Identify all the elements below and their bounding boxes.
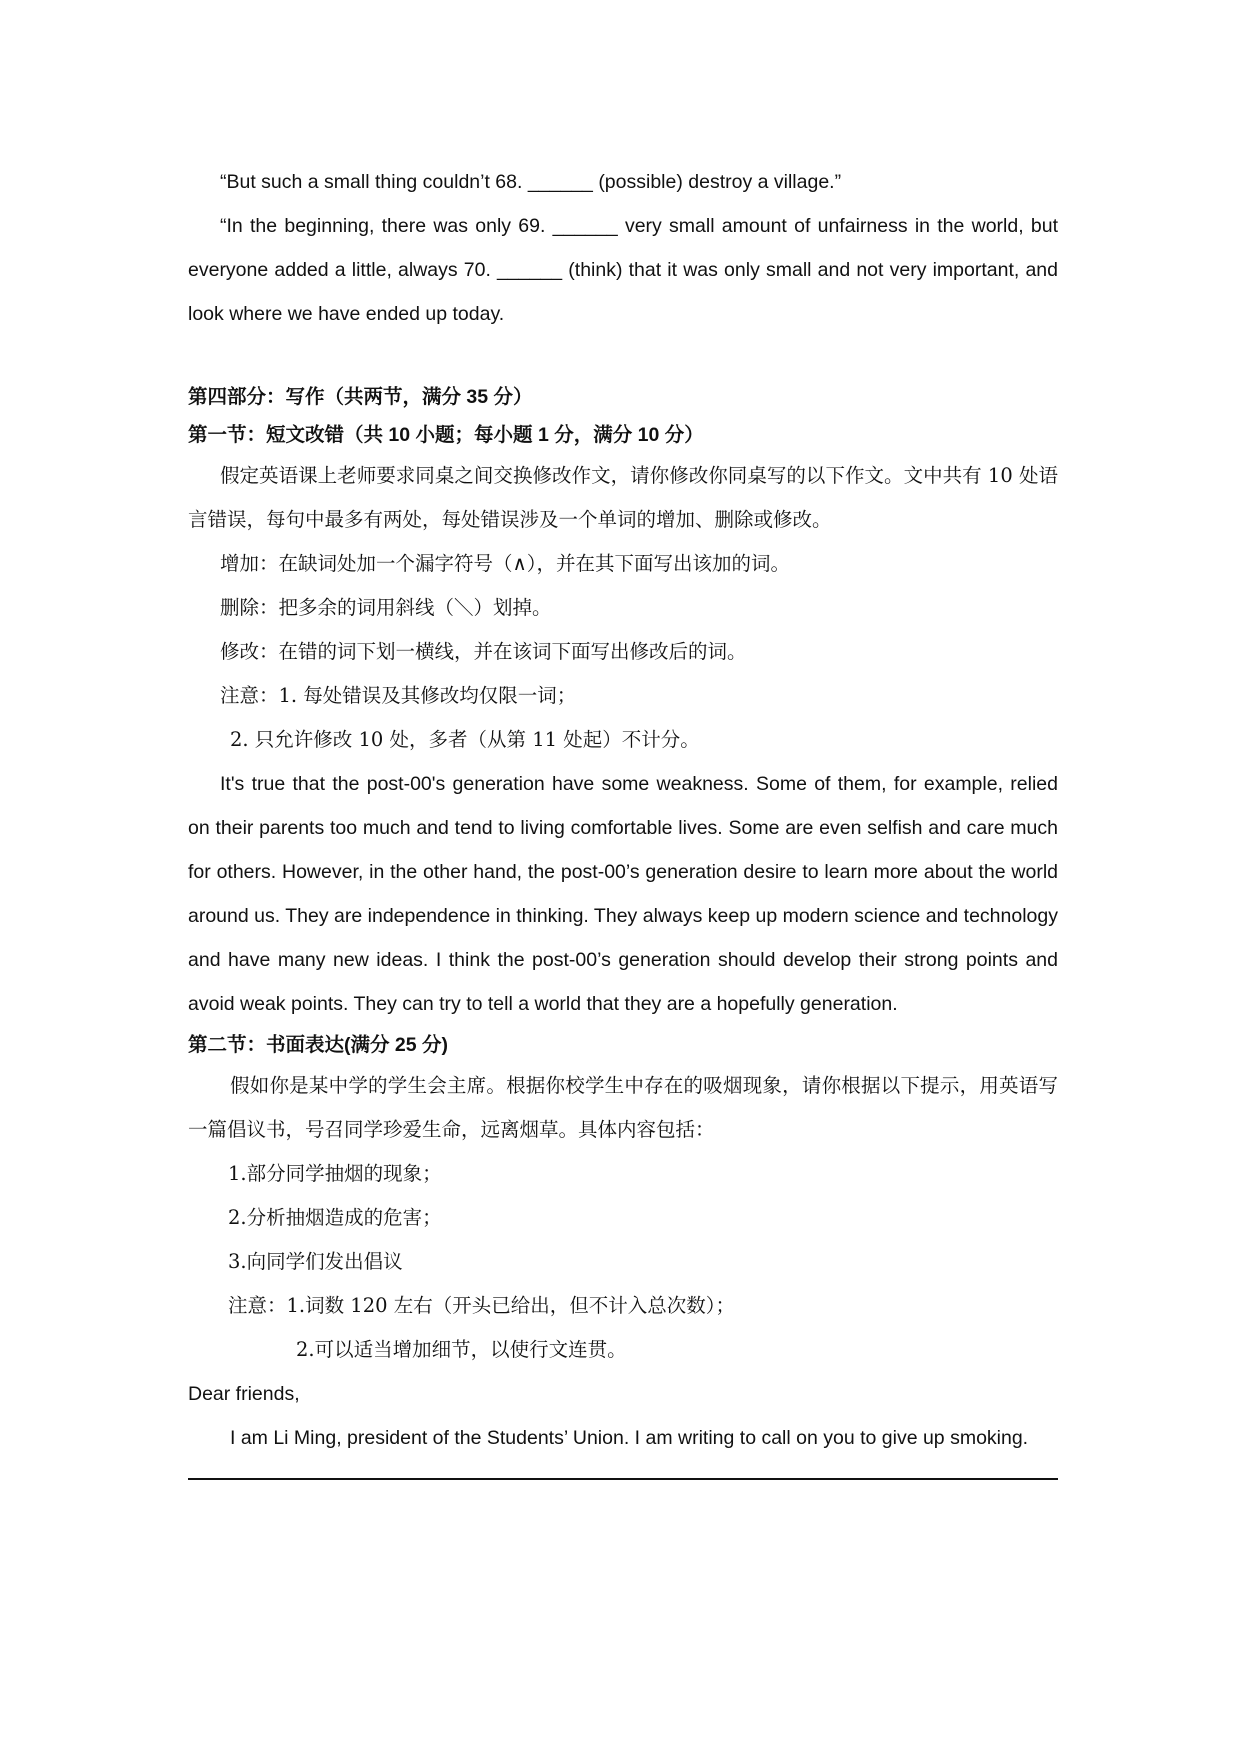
section2-instructions: 假如你是某中学的学生会主席。根据你校学生中存在的吸烟现象，请你根据以下提示，用英语写一篇倡议书，号召同学珍爱生命，远离烟草。具体内容包括： bbox=[188, 1074, 1058, 1141]
section2-note-2: 2.可以适当增加细节，以使行文连贯。 bbox=[296, 1338, 627, 1361]
passage-line-68: “But such a small thing couldn’t 68. ______ (possible) destroy a village.” bbox=[220, 171, 842, 193]
content-point-1: 1.部分同学抽烟的现象； bbox=[228, 1162, 442, 1185]
content-point-3: 3.向同学们发出倡议 bbox=[228, 1250, 403, 1273]
section2-note-1: 注意：1.词数 120 左右（开头已给出，但不计入总次数）； bbox=[228, 1294, 735, 1317]
section2-title: 第二节：书面表达(满分 25 分) bbox=[188, 1034, 449, 1056]
rule-add: 增加：在缺词处加一个漏字符号（∧），并在其下面写出该加的词。 bbox=[220, 552, 791, 575]
answer-line bbox=[188, 1478, 1058, 1480]
section1-note-2: 2. 只允许修改 10 处，多者（从第 11 处起）不计分。 bbox=[230, 728, 700, 751]
passage-paragraph-69-70: “In the beginning, there was only 69. ______ very small amount of unfairness in the world, but everyone added a little, always 70. ______ (think) that it was only small and not very important, and look where we have ended up today. bbox=[188, 215, 1058, 325]
section1-note-1: 注意：1. 每处错误及其修改均仅限一词； bbox=[220, 684, 577, 707]
section1-title: 第一节：短文改错（共 10 小题；每小题 1 分，满分 10 分） bbox=[188, 424, 704, 446]
exam-page bbox=[188, 160, 1058, 1480]
section1-instructions: 假定英语课上老师要求同桌之间交换修改作文，请你修改你同桌写的以下作文。文中共有 10 处语言错误，每句中最多有两处，每处错误涉及一个单词的增加、删除或修改。 bbox=[188, 464, 1058, 531]
part4-title: 第四部分：写作（共两节，满分 35 分） bbox=[188, 386, 533, 408]
spacer bbox=[188, 336, 1058, 378]
letter-salutation: Dear friends, bbox=[188, 1383, 300, 1405]
error-correction-essay: It's true that the post-00's generation have some weakness. Some of them, for example, relied on their parents too much and tend to living comfortable lives. Some are even selfish and care much for others. However, in the other hand, the post-00’s generation desire to learn more about the world around us. They are independence in thinking. They always keep up modern science and technology and have many new ideas. I think the post-00’s generation should develop their strong points and avoid weak points. They can try to tell a world that they are a hopefully generation. bbox=[188, 773, 1058, 1015]
letter-opening: I am Li Ming, president of the Students’ Union. I am writing to call on you to give up smoking. bbox=[230, 1427, 1029, 1449]
rule-modify: 修改：在错的词下划一横线，并在该词下面写出修改后的词。 bbox=[220, 640, 747, 663]
content-point-2: 2.分析抽烟造成的危害； bbox=[228, 1206, 442, 1229]
rule-delete: 删除：把多余的词用斜线（＼）划掉。 bbox=[220, 596, 552, 619]
